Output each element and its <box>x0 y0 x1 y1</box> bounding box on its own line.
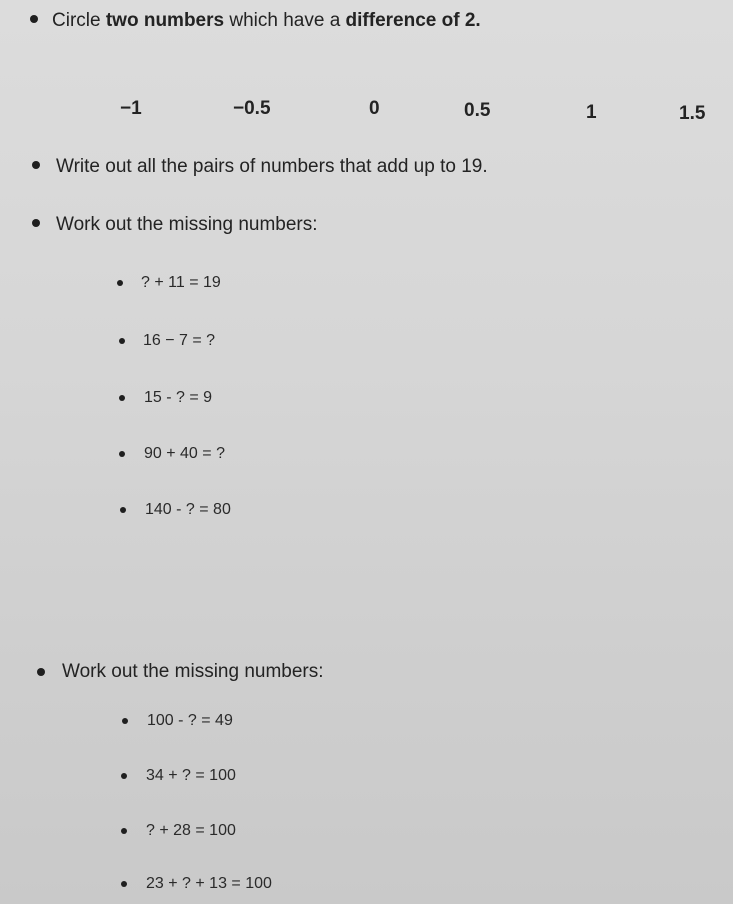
equation: 100 - ? = 49 <box>147 712 233 729</box>
question-missing-title: Work out the missing numbers: <box>62 661 324 682</box>
bullet <box>32 219 40 227</box>
number-option[interactable]: 1.5 <box>679 103 706 124</box>
question-missing-title: Work out the missing numbers: <box>56 214 318 235</box>
equation: 34 + ? = 100 <box>146 767 236 784</box>
bullet <box>121 773 127 779</box>
bullet <box>30 15 38 23</box>
equation: 15 - ? = 9 <box>144 389 213 406</box>
bullet <box>121 881 127 887</box>
bullet <box>119 395 125 401</box>
number-option[interactable]: 0.5 <box>464 100 491 121</box>
bullet <box>32 161 40 169</box>
number-option[interactable]: 1 <box>586 102 597 123</box>
bullet <box>119 451 125 457</box>
bullet <box>119 338 125 344</box>
bullet <box>122 718 128 724</box>
number-option[interactable]: −1 <box>120 98 142 119</box>
equation: ? + 11 = 19 <box>141 274 221 291</box>
bullet <box>117 280 123 286</box>
number-option[interactable]: 0 <box>369 98 380 119</box>
equation: 140 - ? = 80 <box>145 501 231 518</box>
bullet <box>37 668 45 676</box>
equation: ? + 28 = 100 <box>146 822 236 839</box>
bullet <box>121 828 127 834</box>
equation: 23 + ? + 13 = 100 <box>146 875 272 892</box>
bullet <box>120 507 126 513</box>
equation: 16 − 7 = ? <box>143 332 216 349</box>
question-difference: Circle two numbers which have a difference of 2. <box>52 10 481 31</box>
number-option[interactable]: −0.5 <box>233 98 271 119</box>
question-pairs: Write out all the pairs of numbers that add up to 19. <box>56 156 488 177</box>
equation: 90 + 40 = ? <box>144 445 225 462</box>
